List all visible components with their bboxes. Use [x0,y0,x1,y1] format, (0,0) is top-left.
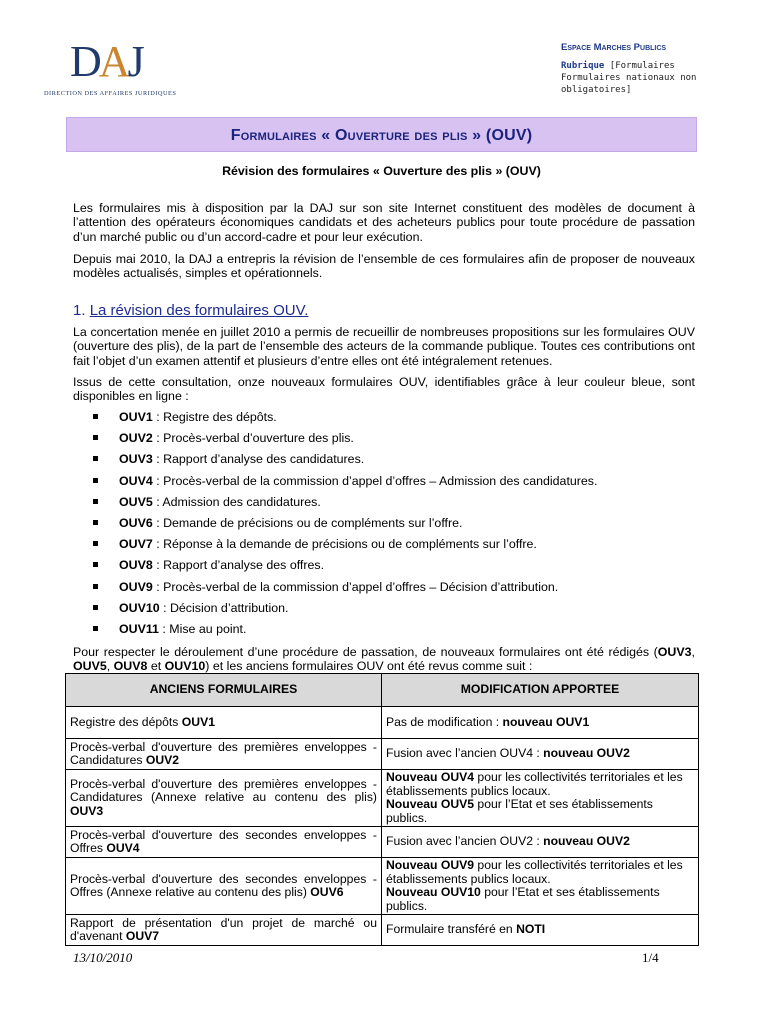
ouv-code: OUV11 [119,621,159,636]
old-form-cell: Procès-verbal d'ouverture des premières enveloppes - Candidatures (Annexe relative au contenu des plis) OUV3 [66,770,382,827]
ouv-code: OUV10 [119,600,160,615]
page-number: 1/4 [642,950,659,965]
rubrique-box [561,42,736,96]
section-paragraph-2: Issus de cette consultation, onze nouveaux formulaires OUV, identifiables grâce à leur couleur bleue, sont disponibles en ligne : [73,375,695,404]
bullet-icon [93,499,98,504]
table-row [66,827,699,858]
table-row [66,915,699,946]
table-row [66,739,699,770]
bullet-icon [93,478,98,483]
ouv-description: : Procès-verbal de la commission d’appel d’offres – Admission des candidatures. [152,473,598,488]
bullet-icon [93,414,98,419]
modification-cell: Nouveau OUV9 pour les collectivités territoriales et les établissements publics locaux. Nouveau OUV10 pour l’Etat et ses établissements publics. [382,858,699,915]
list-item [93,452,693,473]
old-form-cell: Procès-verbal d'ouverture des secondes enveloppes - Offres (Annexe relative au contenu des plis) OUV6 [66,858,382,915]
ouv-code: OUV1 [119,410,153,424]
ouv-code: OUV6 [119,515,153,530]
list-item [93,474,693,495]
modification-cell: Formulaire transféré en NOTI [382,915,699,946]
ouv-description: : Réponse à la demande de précisions ou de compléments sur l’offre. [152,537,537,552]
logo-tagline: DIRECTION DES AFFAIRES JURIDIQUES [44,90,177,97]
ouv-description: : Décision d’attribution. [159,600,289,615]
ouv-list [93,410,693,643]
ouv-code: OUV8 [119,558,153,573]
intro-paragraph-2: Depuis mai 2010, la DAJ a entrepris la révision de l’ensemble de ces formulaires afin de proposer de nouveaux modèles actualisés, simples et opérationnels. [73,252,695,281]
old-form-cell: Procès-verbal d'ouverture des secondes enveloppes - Offres OUV4 [66,827,382,858]
ouv-description: : Registre des dépôts. [152,410,277,424]
list-item [93,410,693,431]
ouv-code: OUV4 [119,473,153,488]
header-old-forms: ANCIENS FORMULAIRES [66,674,382,707]
bullet-icon [93,562,98,567]
table-header-row [66,674,699,707]
table-row [66,707,699,739]
bullet-icon [93,435,98,440]
ouv-description: : Rapport d’analyse des offres. [152,558,325,573]
espace-label: Espace Marches Publics [561,42,667,53]
list-item [93,431,693,452]
bullet-icon [93,626,98,631]
ouv-description: : Demande de précisions ou de compléments sur l’offre. [152,515,463,530]
rubrique-label: Rubrique [561,61,605,72]
bullet-icon [93,456,98,461]
section-title: La révision des formulaires OUV. [89,302,309,319]
section-heading [73,302,308,319]
logo-mark: DAJ [70,37,142,86]
ouv-code: OUV9 [119,579,153,594]
modification-cell: Pas de modification : nouveau OUV1 [382,707,699,739]
modification-cell: Nouveau OUV4 pour les collectivités territoriales et les établissements publics locaux. Nouveau OUV5 pour l’Etat et ses établissements publics. [382,770,699,827]
old-form-cell: Rapport de présentation d'un projet de marché ou d'avenant OUV7 [66,915,382,946]
ouv-description: : Rapport d’analyse des candidatures. [152,452,365,467]
list-item [93,495,693,516]
ouv-code: OUV5 [119,494,153,509]
forms-table [65,673,699,946]
section-paragraph-3: Pour respecter le déroulement d’une procédure de passation, de nouveaux formulaires ont été rédigés (OUV3, OUV5, OUV8 et OUV10) et les anciens formulaires OUV ont été revus comme suit : [73,645,695,674]
old-form-cell: Registre des dépôts OUV1 [66,707,382,739]
ouv-description: : Mise au point. [158,621,247,636]
section-number: 1. [73,302,86,319]
table-row [66,858,699,915]
rubrique-value: [Formulaires Formulaires nationaux non obligatoires] [561,61,697,95]
daj-logo [40,37,200,102]
list-item [93,516,693,537]
bullet-icon [93,584,98,589]
intro-paragraph-1: Les formulaires mis à disposition par la DAJ sur son site Internet constituent des modèles de document à l’attention des opérateurs économiques candidats et des acheteurs publics pour toute procédure de passation d’un marché public ou d’un accord-cadre et pour leur exécution. [73,201,695,244]
footer-date: 13/10/2010 [73,950,133,965]
list-item [93,601,693,622]
list-item [93,558,693,579]
bullet-icon [93,605,98,610]
table-row [66,770,699,827]
ouv-code: OUV3 [119,452,153,467]
old-form-cell: Procès-verbal d'ouverture des premières enveloppes - Candidatures OUV2 [66,739,382,770]
header-modification: MODIFICATION APPORTEE [382,674,699,707]
ouv-description: : Procès-verbal d’ouverture des plis. [152,431,354,446]
section-paragraph-1: La concertation menée en juillet 2010 a permis de recueillir de nombreuses propositions sur les formulaires OUV (ouverture des plis), de la part de l’ensemble des acteurs de la commande publique. Toutes ces contributions ont fait l’objet d’un examen attentif et plusieurs d’entre elles ont été intégralement retenues. [73,325,695,368]
list-item [93,537,693,558]
list-item [93,622,693,643]
list-item [93,580,693,601]
modification-cell: Fusion avec l’ancien OUV2 : nouveau OUV2 [382,827,699,858]
ouv-description: : Admission des candidatures. [152,494,321,509]
ouv-description: : Procès-verbal de la commission d’appel d’offres – Décision d’attribution. [152,579,559,594]
page-title: Formulaires « Ouverture des plis » (OUV) [66,117,697,152]
ouv-code: OUV7 [119,537,153,552]
bullet-icon [93,541,98,546]
ouv-code: OUV2 [119,431,153,446]
bullet-icon [93,520,98,525]
modification-cell: Fusion avec l’ancien OUV4 : nouveau OUV2 [382,739,699,770]
subtitle: Révision des formulaires « Ouverture des plis » (OUV) [222,164,541,178]
